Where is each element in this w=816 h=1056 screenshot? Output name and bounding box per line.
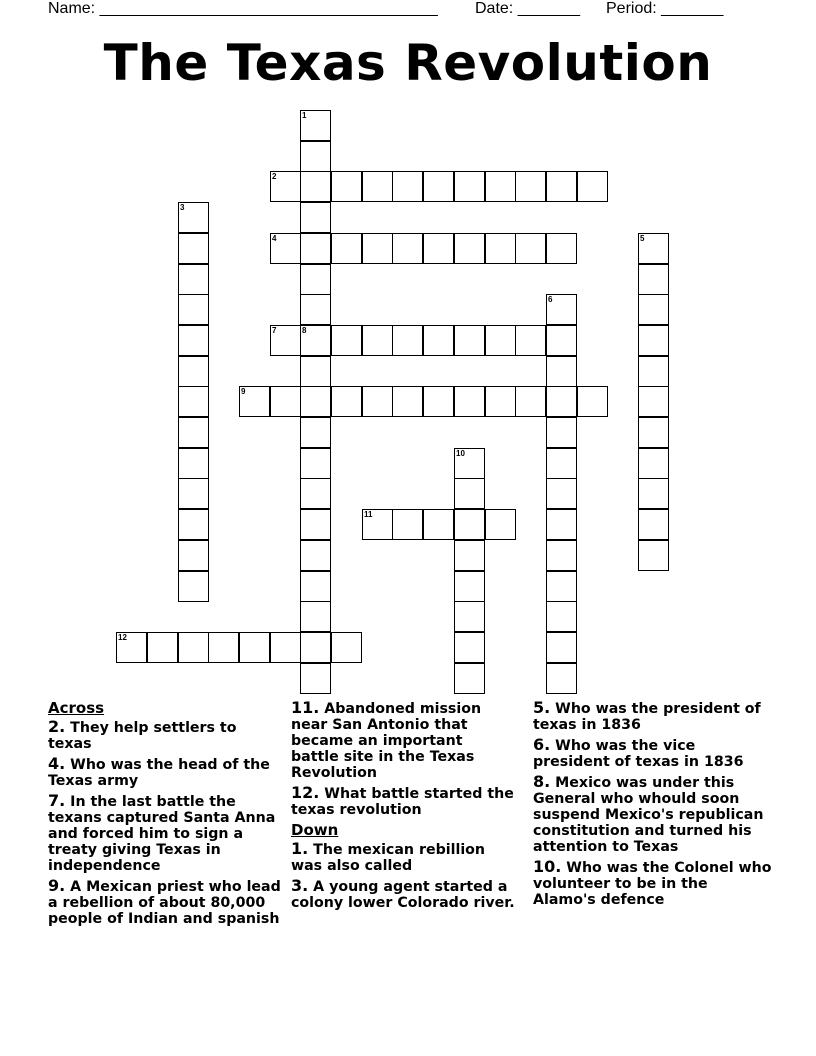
crossword-cell[interactable] [300, 356, 331, 387]
clue-column-1 [48, 700, 282, 931]
crossword-cell[interactable] [485, 325, 516, 356]
crossword-cell[interactable] [546, 448, 577, 479]
cell-number: 2 [272, 172, 277, 181]
crossword-cell[interactable] [392, 233, 423, 264]
crossword-cell[interactable] [546, 233, 577, 264]
crossword-cell[interactable] [423, 171, 454, 202]
crossword-cell[interactable] [546, 540, 577, 571]
crossword-cell[interactable] [577, 171, 608, 202]
crossword-cell[interactable] [454, 478, 485, 509]
crossword-cell[interactable] [423, 386, 454, 417]
crossword-cell[interactable] [546, 601, 577, 632]
crossword-cell[interactable] [454, 571, 485, 602]
crossword-cell[interactable] [178, 264, 209, 295]
clue-number: 1. [291, 839, 309, 858]
clue-number: 5. [533, 698, 551, 717]
crossword-cell[interactable] [178, 448, 209, 479]
crossword-cell[interactable] [638, 294, 669, 325]
clue-text: The mexican rebillion was also called [291, 842, 486, 874]
clue-text: Who was the vice president of texas in 1836 [533, 738, 744, 770]
date-field-label: Date: _______ [475, 0, 580, 17]
crossword-cell[interactable] [392, 325, 423, 356]
cell-number: 8 [302, 326, 307, 335]
crossword-cell[interactable] [300, 417, 331, 448]
clue-text: A Mexican priest who lead a rebellion of about 80,000 people of Indian and spanish [48, 879, 281, 927]
crossword-cell[interactable] [546, 417, 577, 448]
clue-number: 3. [291, 876, 309, 895]
crossword-cell[interactable] [178, 417, 209, 448]
cell-number: 6 [548, 295, 553, 304]
down-heading: Down [291, 821, 339, 839]
crossword-cell[interactable] [362, 386, 393, 417]
crossword-cell[interactable] [300, 632, 331, 663]
crossword-cell[interactable] [331, 233, 362, 264]
crossword-cell[interactable] [546, 632, 577, 663]
crossword-cell[interactable] [546, 325, 577, 356]
crossword-cell[interactable] [546, 386, 577, 417]
crossword-cell[interactable] [300, 202, 331, 233]
clue-number: 9. [48, 876, 66, 895]
cell-number: 11 [364, 510, 373, 519]
crossword-cell[interactable] [331, 632, 362, 663]
crossword-cell[interactable] [147, 632, 178, 663]
clue-down-6 [533, 737, 773, 770]
crossword-cell[interactable] [300, 386, 331, 417]
crossword-cell[interactable] [270, 632, 301, 663]
crossword-cell[interactable] [454, 632, 485, 663]
crossword-cell[interactable] [270, 386, 301, 417]
clue-column-2 [291, 700, 515, 915]
clue-across-4 [48, 756, 282, 789]
crossword-cell[interactable] [362, 171, 393, 202]
clue-column-3 [533, 700, 773, 912]
crossword-cell[interactable] [178, 478, 209, 509]
clue-across-9 [48, 878, 282, 927]
clue-text: Who was the Colonel who volunteer to be in the Alamo's defence [533, 860, 772, 908]
crossword-cell[interactable] [454, 509, 485, 540]
crossword-cell[interactable] [454, 325, 485, 356]
crossword-cell[interactable] [300, 294, 331, 325]
clue-down-10 [533, 859, 773, 908]
crossword-cell[interactable] [300, 171, 331, 202]
crossword-cell[interactable] [546, 509, 577, 540]
crossword-cell[interactable] [392, 171, 423, 202]
cell-number: 4 [272, 234, 277, 243]
clue-across-7 [48, 793, 282, 874]
crossword-cell[interactable] [515, 386, 546, 417]
clue-number: 10. [533, 857, 562, 876]
clue-number: 4. [48, 754, 66, 773]
crossword-cell[interactable] [423, 509, 454, 540]
crossword-cell[interactable] [300, 264, 331, 295]
across-heading: Across [48, 699, 105, 717]
clue-text: A young agent started a colony lower Colorado river. [291, 879, 515, 911]
crossword-cell[interactable] [454, 540, 485, 571]
crossword-cell[interactable] [178, 294, 209, 325]
crossword-cell[interactable] [362, 325, 393, 356]
crossword-cell[interactable] [546, 171, 577, 202]
crossword-cell[interactable] [178, 386, 209, 417]
crossword-cell[interactable] [423, 325, 454, 356]
crossword-cell[interactable] [638, 264, 669, 295]
clue-text: Who was the head of the Texas army [48, 757, 270, 789]
crossword-cell[interactable] [331, 171, 362, 202]
crossword-cell[interactable] [300, 448, 331, 479]
clue-text: They help settlers to texas [48, 720, 237, 752]
clue-text: Who was the president of texas in 1836 [533, 701, 761, 733]
crossword-cell[interactable] [239, 632, 270, 663]
crossword-cell[interactable] [208, 632, 239, 663]
name-field-label: Name: ______________________________________ [48, 0, 438, 17]
crossword-cell[interactable] [485, 386, 516, 417]
crossword-cell[interactable] [331, 325, 362, 356]
crossword-cell[interactable] [362, 233, 393, 264]
crossword-cell[interactable] [485, 509, 516, 540]
page-title: The Texas Revolution [103, 34, 713, 92]
crossword-cell[interactable] [454, 386, 485, 417]
crossword-cell[interactable] [178, 356, 209, 387]
cell-number: 3 [180, 203, 185, 212]
crossword-cell[interactable] [546, 478, 577, 509]
cell-number: 1 [302, 111, 307, 120]
crossword-cell[interactable] [638, 356, 669, 387]
crossword-cell[interactable] [454, 171, 485, 202]
crossword-cell[interactable] [546, 663, 577, 694]
crossword-cell[interactable] [392, 386, 423, 417]
cell-number: 7 [272, 326, 277, 335]
clue-number: 12. [291, 783, 320, 802]
clue-down-1 [291, 841, 515, 874]
clue-number: 8. [533, 772, 551, 791]
crossword-cell[interactable] [546, 571, 577, 602]
crossword-cell[interactable] [178, 325, 209, 356]
clue-number: 6. [533, 735, 551, 754]
cell-number: 12 [118, 633, 127, 642]
crossword-cell[interactable] [638, 540, 669, 571]
clue-text: What battle started the texas revolution [291, 786, 514, 818]
crossword-cell[interactable] [638, 448, 669, 479]
crossword-cell[interactable] [178, 571, 209, 602]
crossword-cell[interactable] [331, 386, 362, 417]
crossword-cell[interactable] [638, 325, 669, 356]
crossword-cell[interactable] [178, 540, 209, 571]
crossword-cell[interactable] [577, 386, 608, 417]
clue-text: Abandoned mission near San Antonio that became an important battle site in the Texas Revolution [291, 701, 482, 781]
crossword-cell[interactable] [638, 386, 669, 417]
period-field-label: Period: _______ [606, 0, 724, 17]
crossword-cell[interactable] [638, 509, 669, 540]
crossword-cell[interactable] [300, 233, 331, 264]
crossword-cell[interactable] [178, 509, 209, 540]
clue-across-12 [291, 785, 515, 818]
cell-number: 9 [241, 387, 246, 396]
clue-down-3 [291, 878, 515, 911]
clue-number: 11. [291, 698, 320, 717]
crossword-cell[interactable] [178, 233, 209, 264]
crossword-cell[interactable] [300, 509, 331, 540]
clue-number: 7. [48, 791, 66, 810]
clue-down-5 [533, 700, 773, 733]
clue-across-2 [48, 719, 282, 752]
crossword-cell[interactable] [300, 141, 331, 172]
crossword-cell[interactable] [515, 325, 546, 356]
crossword-cell[interactable] [546, 356, 577, 387]
crossword-cell[interactable] [515, 233, 546, 264]
clue-down-8 [533, 774, 773, 855]
clue-text: Mexico was under this General who whould soon suspend Mexico's republican constitution and turned his attention to Texas [533, 775, 764, 855]
crossword-cell[interactable] [454, 601, 485, 632]
crossword-cell[interactable] [423, 233, 454, 264]
crossword-cell[interactable] [300, 478, 331, 509]
clue-number: 2. [48, 717, 66, 736]
clue-text: In the last battle the texans captured Santa Anna and forced him to sign a treaty giving Texas in independence [48, 794, 276, 874]
crossword-cell[interactable] [515, 171, 546, 202]
crossword-cell[interactable] [485, 171, 516, 202]
crossword-cell[interactable] [392, 509, 423, 540]
crossword-cell[interactable] [638, 417, 669, 448]
crossword-cell[interactable] [454, 233, 485, 264]
crossword-cell[interactable] [454, 663, 485, 694]
crossword-cell[interactable] [300, 571, 331, 602]
crossword-cell[interactable] [638, 478, 669, 509]
cell-number: 10 [456, 449, 465, 458]
clue-across-11 [291, 700, 515, 781]
crossword-cell[interactable] [485, 233, 516, 264]
crossword-cell[interactable] [300, 663, 331, 694]
crossword-cell[interactable] [178, 632, 209, 663]
cell-number: 5 [640, 234, 645, 243]
crossword-cell[interactable] [300, 601, 331, 632]
crossword-cell[interactable] [300, 540, 331, 571]
